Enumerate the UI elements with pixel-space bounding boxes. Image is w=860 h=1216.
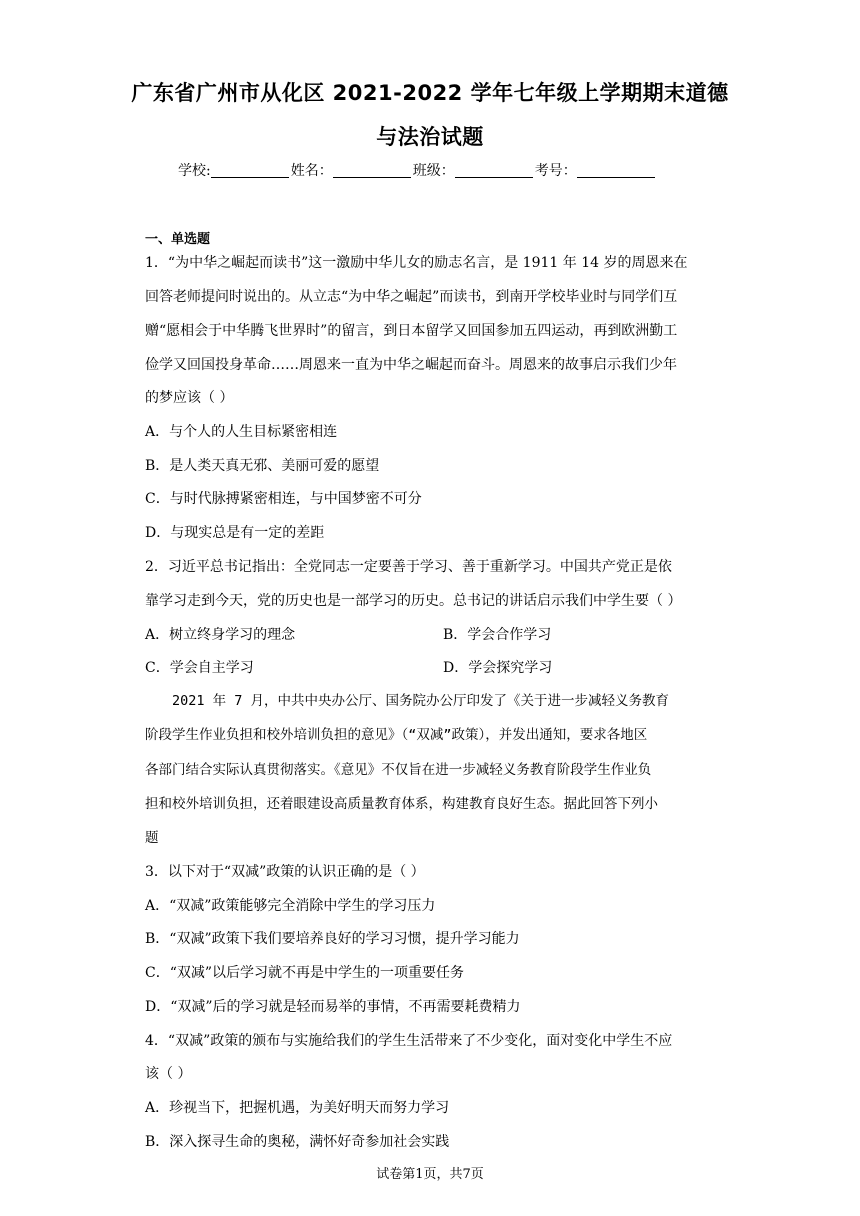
q4-option-b: B．深入探寻生命的奥秘，满怀好奇参加社会实践 [145, 1134, 450, 1150]
page-footer: 试卷第1页，共7页 [376, 1167, 484, 1182]
q2-option-d: D．学会探究学习 [443, 660, 553, 676]
exam-no-blank[interactable] [577, 163, 655, 178]
q3-option-d: D．“双减”后的学习就是轻而易举的事情，不再需要耗费精力 [145, 999, 521, 1015]
q2-option-c: C．学会自主学习 [145, 660, 254, 676]
class-blank[interactable] [455, 163, 533, 178]
q3-option-b: B．“双减”政策下我们要培养良好的学习习惯，提升学习能力 [145, 931, 520, 947]
q2-option-a: A．树立终身学习的理念 [145, 627, 296, 643]
q1-option-c: C．与时代脉搏紧密相连，与中国梦密不可分 [145, 491, 422, 507]
student-info-line [178, 160, 657, 180]
exam-no-label: 考号： [534, 163, 577, 179]
q1-stem-line: 赠“愿相会于中华腾飞世界时”的留言，到日本留学又回国参加五四运动，再到欧洲勤工 [145, 323, 678, 339]
q1-stem-line: 1．“为中华之崛起而读书”这一激励中华儿女的励志名言，是 1911 年 14 岁的周恩来在 [145, 255, 688, 271]
exam-title-line2: 与法治试题 [376, 125, 484, 149]
q3-option-a: A．“双减”政策能够完全消除中学生的学习压力 [145, 898, 436, 914]
school-blank[interactable] [211, 163, 289, 178]
q1-stem-line: 俭学又回国投身革命……周恩来一直为中华之崛起而奋斗。周恩来的故事启示我们少年 [145, 357, 677, 373]
q3-stem: 3．以下对于“双减”政策的认识正确的是（ ） [145, 864, 425, 880]
q1-stem-line: 回答老师提问时说出的。从立志“为中华之崛起”而读书，到南开学校毕业时与同学们互 [145, 289, 678, 305]
exam-title-line1: 广东省广州市从化区 2021-2022 学年七年级上学期期末道德 [131, 81, 729, 105]
q2-stem-line: 靠学习走到今天，党的历史也是一部学习的历史。总书记的讲话启示我们中学生要（ ） [145, 593, 682, 609]
q2-stem-line: 2．习近平总书记指出：全党同志一定要善于学习、善于重新学习。中国共产党正是依 [145, 559, 672, 575]
school-label: 学校: [178, 163, 211, 179]
q1-option-d: D．与现实总是有一定的差距 [145, 525, 325, 541]
q1-option-a: A．与个人的人生目标紧密相连 [145, 424, 338, 440]
material-line: 担和校外培训负担，还着眼建设高质量教育体系，构建教育良好生态。据此回答下列小 [145, 796, 658, 812]
name-blank[interactable] [333, 163, 411, 178]
q4-stem-line: 该（ ） [145, 1066, 192, 1082]
material-line: 2021 年 7 月，中共中央办公厅、国务院办公厅印发了《关于进一步减轻义务教育 [172, 693, 670, 709]
material-line: 题 [145, 830, 159, 846]
q4-option-a: A．珍视当下，把握机遇，为美好明天而努力学习 [145, 1100, 450, 1116]
q1-option-b: B．是人类天真无邪、美丽可爱的愿望 [145, 458, 380, 474]
section-heading: 一、单选题 [145, 232, 211, 247]
material-line: 阶段学生作业负担和校外培训负担的意见》（“双减”政策），并发出通知，要求各地区 [145, 727, 648, 743]
q4-stem-line: 4．“双减”政策的颁布与实施给我们的学生生活带来了不少变化，面对变化中学生不应 [145, 1033, 673, 1049]
q3-option-c: C．“双减”以后学习就不再是中学生的一项重要任务 [145, 965, 465, 981]
q1-stem-line: 的梦应该（ ） [145, 390, 234, 406]
class-label: 班级： [412, 163, 455, 179]
material-line: 各部门结合实际认真贯彻落实。《意见》不仅旨在进一步减轻义务教育阶段学生作业负 [145, 762, 652, 778]
name-label: 姓名： [290, 163, 333, 179]
q2-option-b: B．学会合作学习 [443, 627, 552, 643]
